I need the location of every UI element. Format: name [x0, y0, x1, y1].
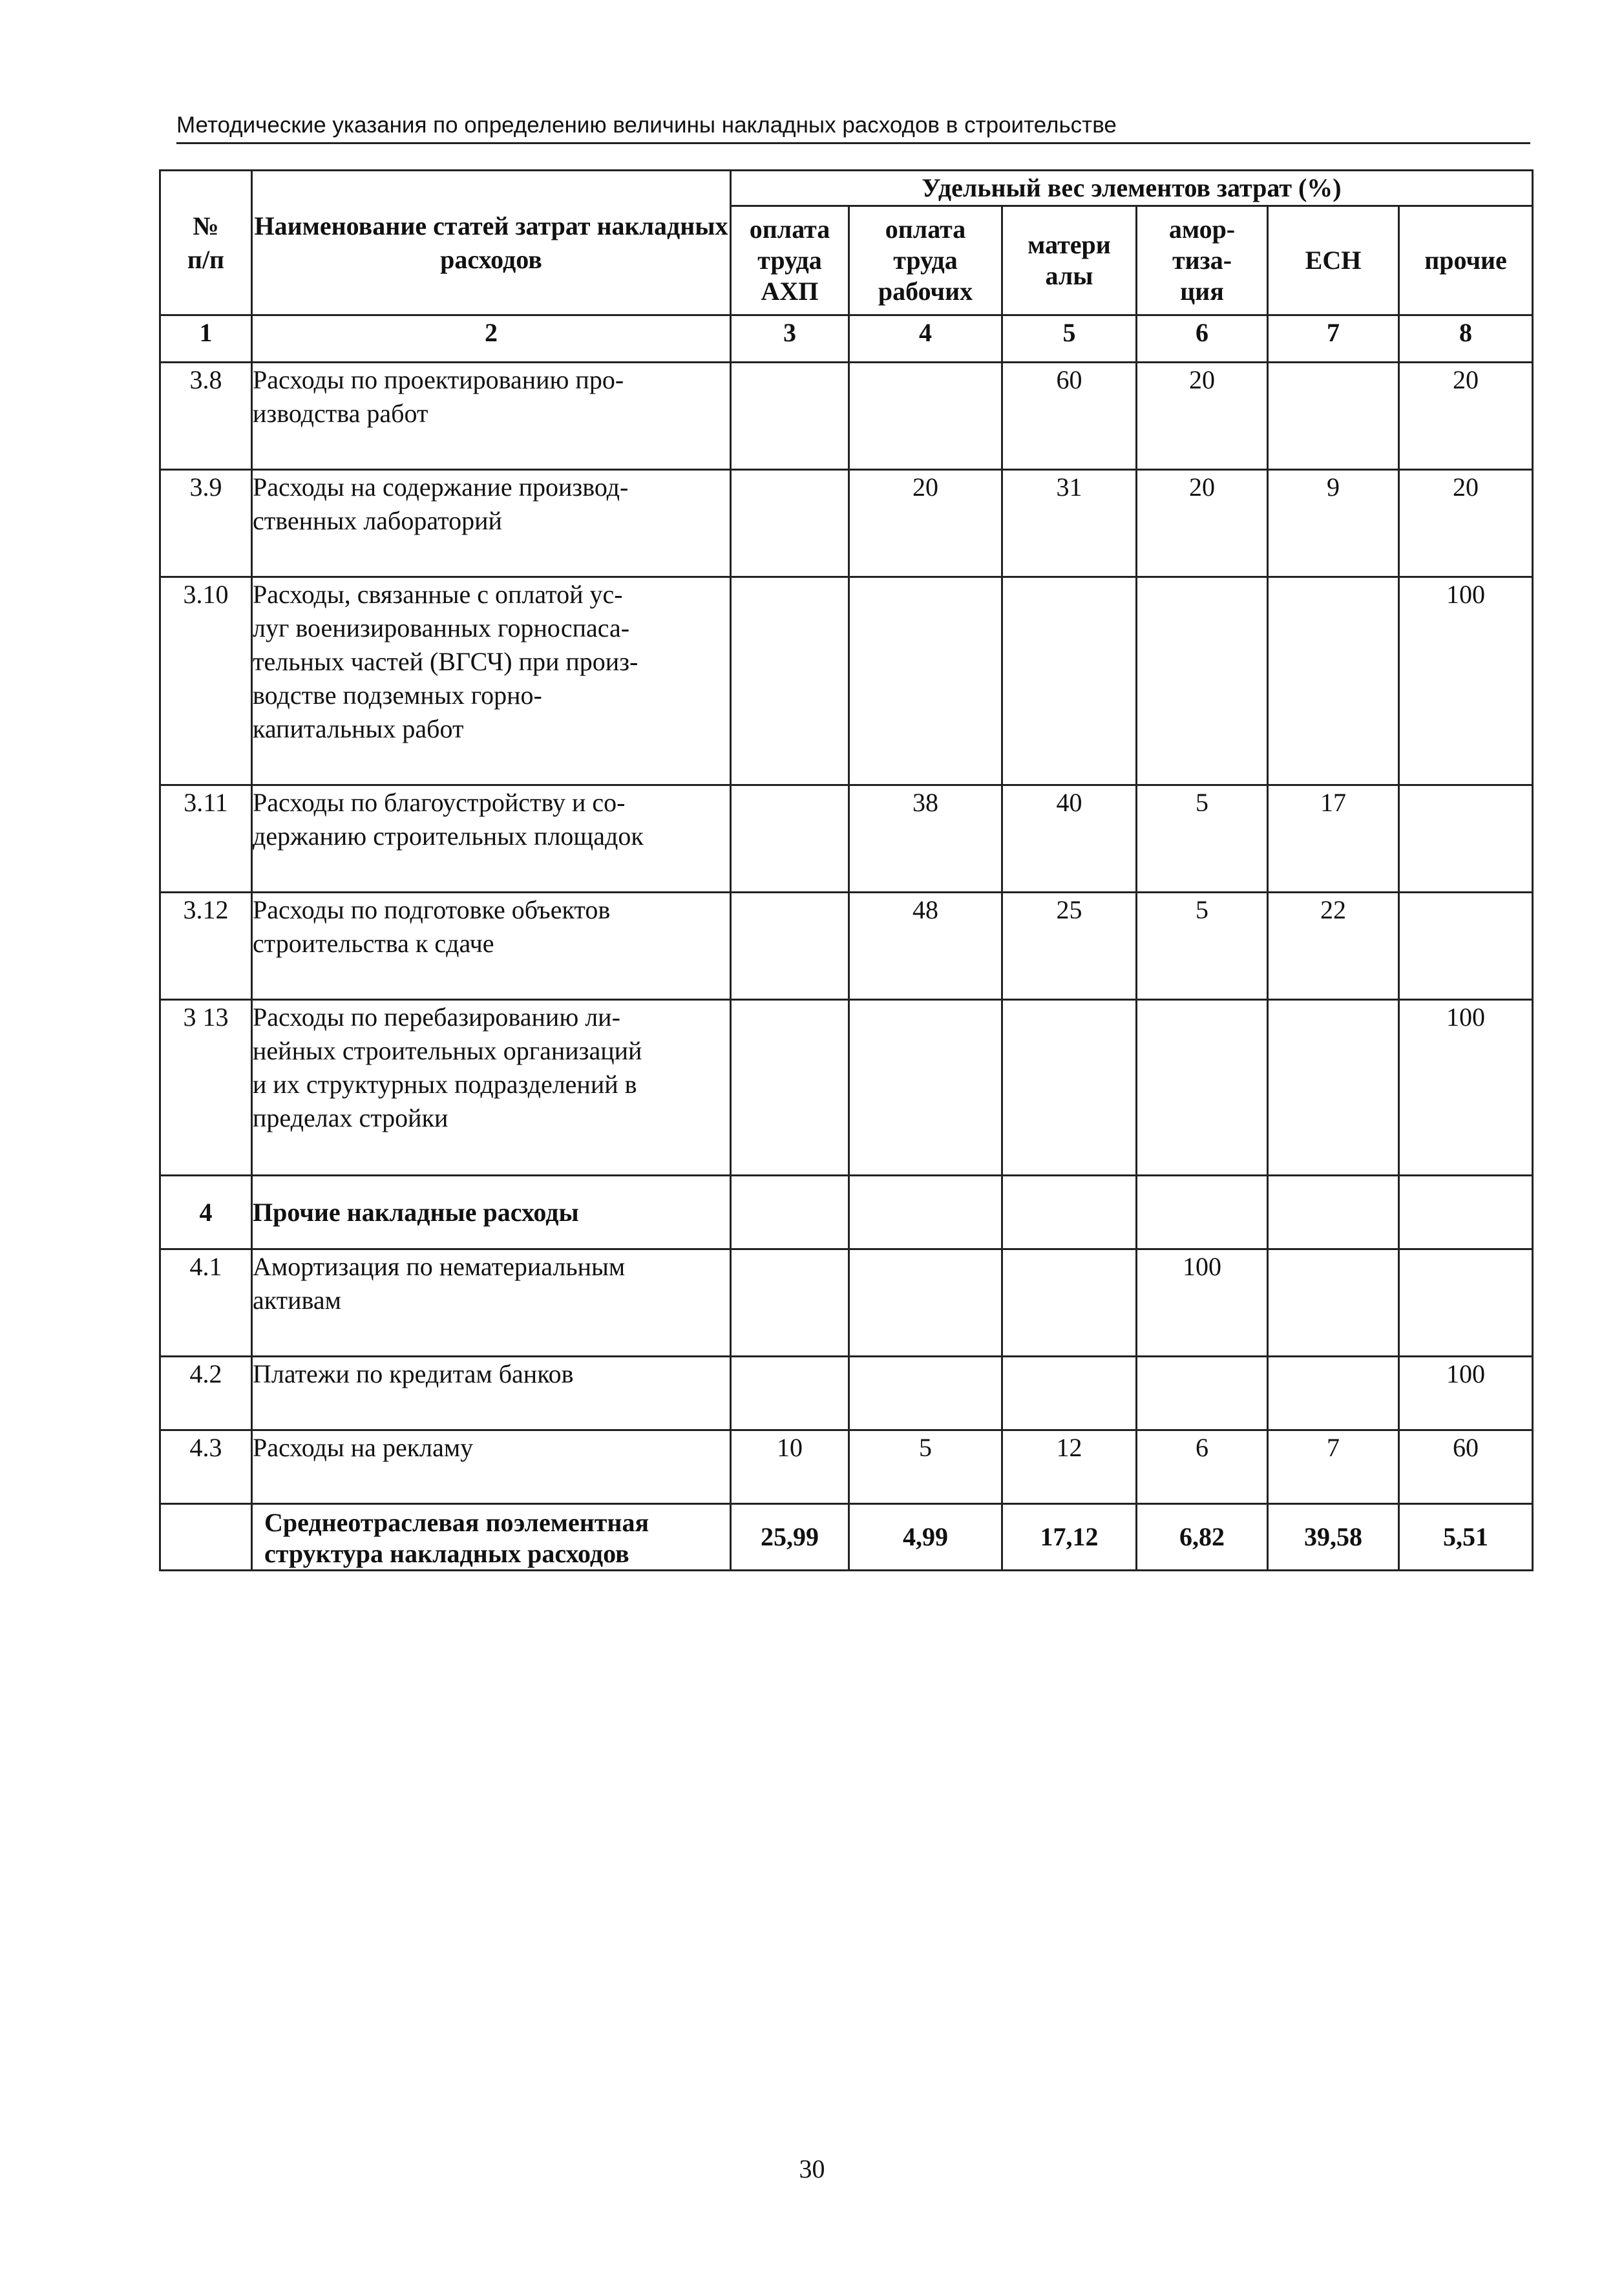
cost-structure-table: [159, 169, 1534, 1571]
total-value: 17,12: [1002, 1504, 1137, 1571]
table-row: [160, 1000, 1533, 1176]
row-value: 48: [849, 893, 1002, 1000]
row-value: 60: [1399, 1430, 1533, 1504]
row-value: [731, 1249, 849, 1357]
row-value: 6: [1137, 1430, 1268, 1504]
row-value: [1137, 1176, 1268, 1249]
row-value: [731, 577, 849, 785]
column-number: 8: [1399, 315, 1533, 363]
row-code: 4.3: [160, 1430, 252, 1504]
row-value: [1268, 1176, 1399, 1249]
row-code: 4.1: [160, 1249, 252, 1357]
row-name: Расходы по благоустройству и со- держанию строительных площадок: [252, 785, 731, 893]
row-value: [1137, 577, 1268, 785]
row-name: Амортизация по нематериальным активам: [252, 1249, 731, 1357]
running-header: Методические указания по определению величины накладных расходов в строительстве: [176, 111, 1530, 144]
row-value: [1399, 893, 1533, 1000]
row-value: [731, 1000, 849, 1176]
row-name: Расходы по подготовке объектов строительства к сдаче: [252, 893, 731, 1000]
row-value: [849, 1249, 1002, 1357]
column-number: 5: [1002, 315, 1137, 363]
total-row: [160, 1504, 1533, 1571]
row-value: 9: [1268, 470, 1399, 577]
row-name: Расходы на рекламу: [252, 1430, 731, 1504]
table-row: [160, 1176, 1533, 1249]
col-header-c6: амор- тиза- ция: [1137, 206, 1268, 315]
column-number: 3: [731, 315, 849, 363]
table-row: [160, 577, 1533, 785]
col-header-c4: оплата труда рабочих: [849, 206, 1002, 315]
row-name: Расходы, связанные с оплатой ус- луг военизированных горноспаса- тельных частей (ВГСЧ) при произ- водстве подземных горно- капитальных работ: [252, 577, 731, 785]
total-code: [160, 1504, 252, 1571]
row-name: Расходы по перебазированию ли- нейных строительных организаций и их структурных подразделений в пределах стройки: [252, 1000, 731, 1176]
row-value: [1399, 785, 1533, 893]
column-number: 2: [252, 315, 731, 363]
col-header-c3: оплата труда АХП: [731, 206, 849, 315]
row-value: 20: [849, 470, 1002, 577]
row-value: 17: [1268, 785, 1399, 893]
row-value: 5: [1137, 785, 1268, 893]
row-value: [731, 785, 849, 893]
row-value: 10: [731, 1430, 849, 1504]
row-code: 3.10: [160, 577, 252, 785]
col-header-num: № п/п: [160, 171, 252, 315]
row-value: 5: [1137, 893, 1268, 1000]
row-value: [731, 893, 849, 1000]
group-header: Удельный вес элементов затрат (%): [731, 171, 1533, 206]
column-number: 4: [849, 315, 1002, 363]
row-value: [1002, 1357, 1137, 1430]
row-value: [849, 363, 1002, 470]
row-code: 3.12: [160, 893, 252, 1000]
row-value: [1002, 1000, 1137, 1176]
row-value: [1137, 1357, 1268, 1430]
row-value: 60: [1002, 363, 1137, 470]
row-value: [849, 1000, 1002, 1176]
total-value: 6,82: [1137, 1504, 1268, 1571]
row-value: [1268, 363, 1399, 470]
table-row: [160, 785, 1533, 893]
total-value: 39,58: [1268, 1504, 1399, 1571]
row-value: 40: [1002, 785, 1137, 893]
row-code: 3 13: [160, 1000, 252, 1176]
table-row: [160, 1430, 1533, 1504]
row-name: Платежи по кредитам банков: [252, 1357, 731, 1430]
total-value: 4,99: [849, 1504, 1002, 1571]
total-value: 5,51: [1399, 1504, 1533, 1571]
row-name: Расходы по проектированию про- изводства работ: [252, 363, 731, 470]
row-value: [1002, 1249, 1137, 1357]
row-value: 20: [1399, 363, 1533, 470]
row-value: [1268, 1357, 1399, 1430]
row-value: [1137, 1000, 1268, 1176]
row-code: 4: [160, 1176, 252, 1249]
row-value: [849, 577, 1002, 785]
row-value: 12: [1002, 1430, 1137, 1504]
row-value: 25: [1002, 893, 1137, 1000]
page-number: 30: [799, 2154, 825, 2183]
table-row: [160, 363, 1533, 470]
column-number: 1: [160, 315, 252, 363]
column-numbers-row: [160, 315, 1533, 363]
row-value: 100: [1399, 1357, 1533, 1430]
row-value: 22: [1268, 893, 1399, 1000]
row-value: [731, 363, 849, 470]
row-code: 4.2: [160, 1357, 252, 1430]
total-value: 25,99: [731, 1504, 849, 1571]
row-value: [731, 1357, 849, 1430]
row-code: 3.8: [160, 363, 252, 470]
row-value: [731, 470, 849, 577]
row-value: 7: [1268, 1430, 1399, 1504]
row-value: 5: [849, 1430, 1002, 1504]
row-value: [1399, 1249, 1533, 1357]
row-value: 31: [1002, 470, 1137, 577]
col-header-name: Наименование статей затрат накладных расходов: [252, 171, 731, 315]
row-value: 100: [1399, 577, 1533, 785]
row-value: [1268, 577, 1399, 785]
row-value: 20: [1137, 363, 1268, 470]
row-value: [1002, 1176, 1137, 1249]
row-value: 100: [1399, 1000, 1533, 1176]
row-value: [849, 1357, 1002, 1430]
table-row: [160, 893, 1533, 1000]
column-number: 6: [1137, 315, 1268, 363]
row-value: 38: [849, 785, 1002, 893]
row-value: [1399, 1176, 1533, 1249]
row-code: 3.9: [160, 470, 252, 577]
column-number: 7: [1268, 315, 1399, 363]
row-value: [1002, 577, 1137, 785]
total-name: Среднеотраслевая поэлементная структура накладных расходов: [252, 1504, 731, 1571]
table-row: [160, 1357, 1533, 1430]
row-value: 20: [1399, 470, 1533, 577]
row-value: 20: [1137, 470, 1268, 577]
row-value: [849, 1176, 1002, 1249]
row-value: [1268, 1249, 1399, 1357]
row-value: 100: [1137, 1249, 1268, 1357]
col-header-c7: ЕСН: [1268, 206, 1399, 315]
col-header-c5: матери алы: [1002, 206, 1137, 315]
row-name: Прочие накладные расходы: [252, 1176, 731, 1249]
row-value: [1268, 1000, 1399, 1176]
row-name: Расходы на содержание производ- ственных лабораторий: [252, 470, 731, 577]
table-row: [160, 470, 1533, 577]
row-value: [731, 1176, 849, 1249]
col-header-c8: прочие: [1399, 206, 1533, 315]
row-code: 3.11: [160, 785, 252, 893]
table-row: [160, 1249, 1533, 1357]
